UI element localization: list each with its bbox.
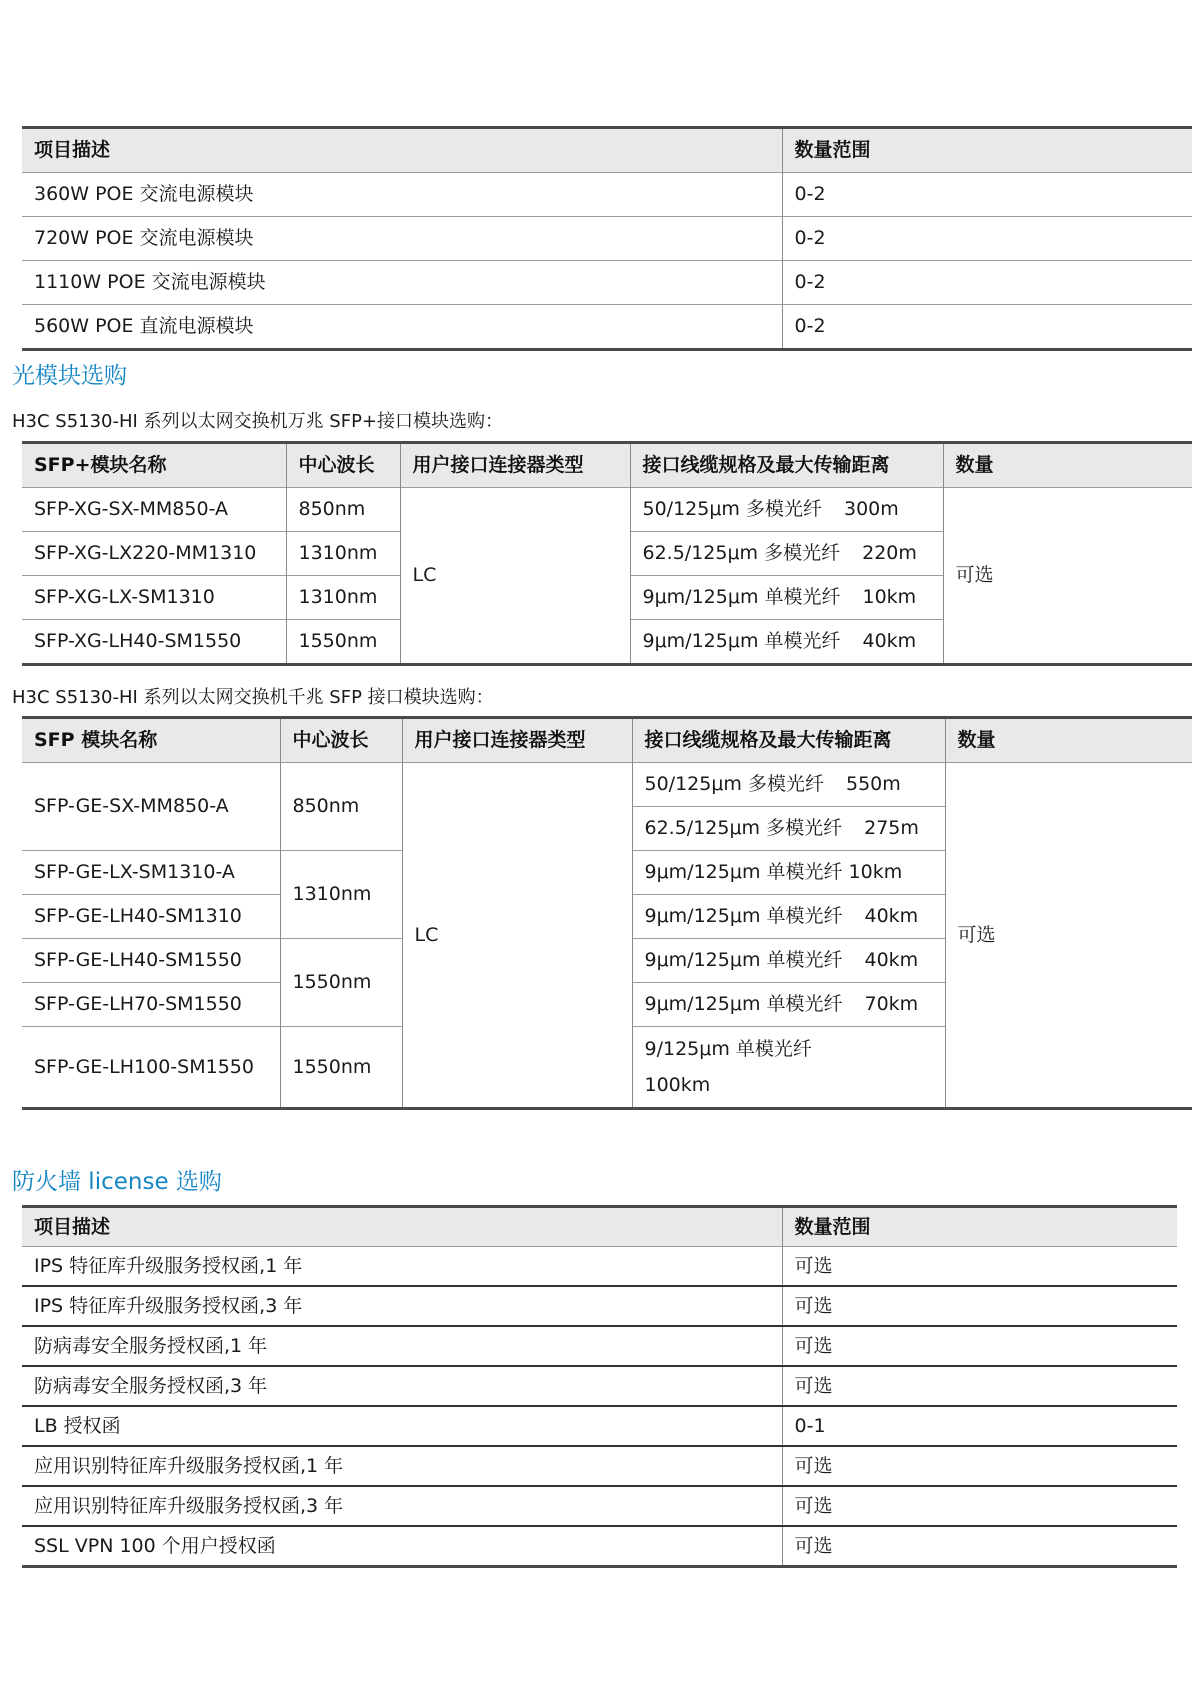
table-header-row [22,718,1192,763]
cell-description: 应用识别特征库升级服务授权函,3 年 [22,1486,782,1526]
table-row [22,261,1192,305]
power-module-table-block [22,126,1192,351]
cell-quantity: 0-2 [782,173,1192,217]
header-quantity-range: 数量范围 [782,1207,1177,1247]
cell-module-name: SFP-GE-LH70-SM1550 [22,983,280,1027]
max-distance: 70km [864,993,919,1016]
cell-module-name: SFP-XG-LX-SM1310 [22,576,286,620]
max-distance: 275m [864,817,919,840]
cell-quantity: 可选 [782,1526,1177,1567]
cell-connector: LC [400,488,630,665]
cell-quantity: 0-2 [782,261,1192,305]
header-quantity-range: 数量范围 [782,128,1192,173]
header-cable-distance: 接口线缆规格及最大传输距离 [632,718,945,763]
table-row [22,173,1192,217]
header-module-name: SFP+模块名称 [22,443,286,488]
cell-description: 360W POE 交流电源模块 [22,173,782,217]
cell-quantity: 可选 [782,1326,1177,1366]
cell-module-name: SFP-GE-LH40-SM1310 [22,895,280,939]
cable-spec: 9μm/125μm 单模光纤 [644,949,843,972]
cell-cable-distance [630,532,943,576]
cable-spec: 9μm/125μm 单模光纤 [642,586,841,609]
cell-wavelength: 1310nm [286,576,400,620]
cell-wavelength: 850nm [286,488,400,532]
cable-spec: 9/125μm 单模光纤 [644,1038,812,1060]
table-row [22,1486,1177,1526]
cell-module-name: SFP-XG-LH40-SM1550 [22,620,286,665]
cell-cable-distance [632,807,945,851]
cell-quantity: 可选 [782,1286,1177,1326]
cell-module-name: SFP-GE-LX-SM1310-A [22,851,280,895]
cell-cable-distance [632,763,945,807]
cell-quantity: 可选 [782,1366,1177,1406]
max-distance: 40km [864,949,919,972]
cell-wavelength: 1310nm [280,851,402,939]
sfp-table [22,716,1192,1110]
sfp-plus-table [22,441,1192,666]
cell-description: 防病毒安全服务授权函,1 年 [22,1326,782,1366]
cable-spec: 9μm/125μm 单模光纤 [644,993,843,1016]
table-row [22,1406,1177,1446]
cell-description: IPS 特征库升级服务授权函,3 年 [22,1286,782,1326]
table-row [22,1326,1177,1366]
cell-description: 1110W POE 交流电源模块 [22,261,782,305]
cable-spec: 50/125μm 多模光纤 [642,498,822,521]
max-distance: 300m [843,498,899,521]
cell-module-name: SFP-GE-LH40-SM1550 [22,939,280,983]
table-row [22,1526,1177,1567]
optical-section-title: 光模块选购 [12,363,127,389]
header-wavelength: 中心波长 [286,443,400,488]
cell-quantity: 0-2 [782,305,1192,350]
table-header-row [22,1207,1177,1247]
cell-description: LB 授权函 [22,1406,782,1446]
cell-wavelength: 1310nm [286,532,400,576]
cell-module-name: SFP-XG-SX-MM850-A [22,488,286,532]
cable-spec: 50/125μm 多模光纤 [644,773,824,796]
sfp-table-block [22,716,1192,1110]
table-row [22,217,1192,261]
cell-cable-distance [630,620,943,665]
max-distance: 550m [845,773,901,796]
header-description: 项目描述 [22,128,782,173]
cell-quantity: 0-2 [782,217,1192,261]
cell-quantity: 0-1 [782,1406,1177,1446]
cable-spec: 9μm/125μm 单模光纤 [644,905,843,928]
max-distance: 220m [862,542,917,565]
cell-cable-distance [632,1027,945,1109]
cell-cable-distance [632,983,945,1027]
cable-spec: 62.5/125μm 多模光纤 [642,542,841,565]
cell-quantity: 可选 [782,1486,1177,1526]
power-module-table [22,126,1192,351]
max-distance: 10km [862,586,917,609]
cable-spec: 62.5/125μm 多模光纤 [644,817,843,840]
firewall-license-table [22,1205,1177,1568]
max-distance: 100km [644,1074,711,1096]
cell-description: 应用识别特征库升级服务授权函,1 年 [22,1446,782,1486]
cell-description: SSL VPN 100 个用户授权函 [22,1526,782,1567]
table-row [22,1286,1177,1326]
header-connector: 用户接口连接器类型 [400,443,630,488]
cell-wavelength: 1550nm [280,1027,402,1109]
header-connector: 用户接口连接器类型 [402,718,632,763]
cable-spec: 9μm/125μm 单模光纤 10km [644,861,903,884]
table-row [22,1247,1177,1287]
cell-cable-distance [630,576,943,620]
header-quantity: 数量 [945,718,1192,763]
cell-module-name: SFP-GE-SX-MM850-A [22,763,280,851]
table-row [22,1366,1177,1406]
table-row [22,763,1192,807]
cell-description: 720W POE 交流电源模块 [22,217,782,261]
cell-connector: LC [402,763,632,1109]
cell-description: 560W POE 直流电源模块 [22,305,782,350]
sfp-plus-intro: H3C S5130-HI 系列以太网交换机万兆 SFP+接口模块选购： [12,411,504,432]
max-distance: 40km [862,630,917,653]
table-row [22,305,1192,350]
cell-cable-distance [632,851,945,895]
sfp-intro: H3C S5130-HI 系列以太网交换机千兆 SFP 接口模块选购： [12,687,494,708]
table-header-row [22,128,1192,173]
cell-wavelength: 1550nm [286,620,400,665]
cable-spec: 9μm/125μm 单模光纤 [642,630,841,653]
sfp-plus-table-block [22,441,1192,666]
header-cable-distance: 接口线缆规格及最大传输距离 [630,443,943,488]
firewall-license-table-block [22,1205,1177,1568]
table-row [22,488,1192,532]
cell-cable-distance [632,895,945,939]
header-quantity: 数量 [943,443,1192,488]
header-description: 项目描述 [22,1207,782,1247]
max-distance: 40km [864,905,919,928]
cell-module-name: SFP-XG-LX220-MM1310 [22,532,286,576]
cell-cable-distance [632,939,945,983]
firewall-section-title: 防火墙 license 选购 [12,1169,222,1195]
header-module-name: SFP 模块名称 [22,718,280,763]
cell-quantity: 可选 [782,1446,1177,1486]
cell-quantity: 可选 [943,488,1192,665]
cell-module-name: SFP-GE-LH100-SM1550 [22,1027,280,1109]
cell-wavelength: 1550nm [280,939,402,1027]
table-row [22,1446,1177,1486]
cell-quantity: 可选 [945,763,1192,1109]
cell-description: 防病毒安全服务授权函,3 年 [22,1366,782,1406]
cell-description: IPS 特征库升级服务授权函,1 年 [22,1247,782,1287]
cell-quantity: 可选 [782,1247,1177,1287]
cell-wavelength: 850nm [280,763,402,851]
cell-cable-distance [630,488,943,532]
table-header-row [22,443,1192,488]
header-wavelength: 中心波长 [280,718,402,763]
